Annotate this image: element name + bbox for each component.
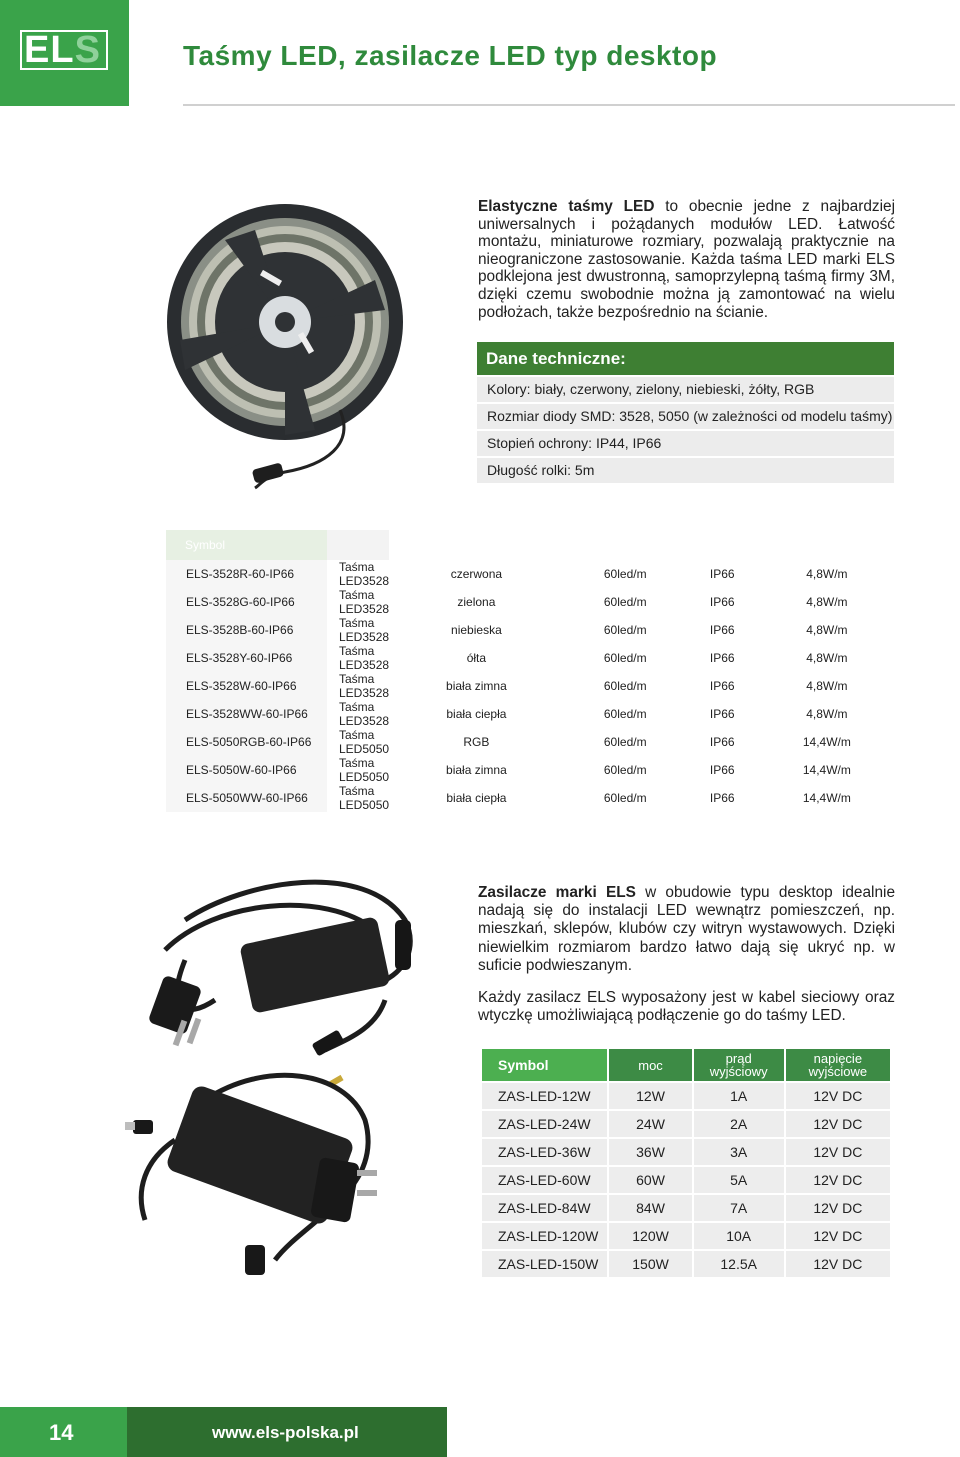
tech-row: Rozmiar diody SMD: 3528, 5050 (w zależności od modelu taśmy) [477, 402, 894, 429]
color-cell: biała zimna [446, 679, 507, 693]
type-cell: Taśma LED3528 [339, 672, 390, 700]
density-cell: 60led/m [603, 791, 647, 805]
symbol-cell: ELS-5050WW-60-IP66 [166, 784, 327, 812]
type-cell: Taśma LED3528 [339, 700, 390, 728]
color-cell: ółta [466, 651, 487, 665]
table-row [166, 672, 896, 700]
voltage-cell: 12V DC [786, 1139, 890, 1165]
table-row [482, 1195, 890, 1221]
color-cell: RGB [463, 735, 490, 749]
symbol-cell: ELS-3528W-60-IP66 [166, 672, 327, 700]
power-cell: 150W [609, 1251, 691, 1277]
table-row [482, 1111, 890, 1137]
psu-paragraph: Każdy zasilacz ELS wyposażony jest w kabel sieciowy oraz wtyczkę umożliwiającą podłączenie go do taśmy LED. [478, 989, 895, 1025]
symbol-cell: ELS-3528G-60-IP66 [166, 588, 327, 616]
color-cell: biała zimna [446, 763, 507, 777]
type-cell: Taśma LED5050 [339, 756, 390, 784]
symbol-header: Symbol [166, 530, 327, 560]
symbol-cell: ELS-3528WW-60-IP66 [166, 700, 327, 728]
current-cell: 2A [694, 1111, 784, 1137]
ip-cell: IP66 [709, 763, 735, 777]
symbol-cell: ELS-3528Y-60-IP66 [166, 644, 327, 672]
symbol-cell: ZAS-LED-84W [482, 1195, 607, 1221]
table-row [166, 700, 896, 728]
symbol-cell: ZAS-LED-120W [482, 1223, 607, 1249]
ip-cell: IP66 [709, 679, 735, 693]
tech-heading: Dane techniczne: [477, 342, 894, 375]
symbol-cell: ZAS-LED-24W [482, 1111, 607, 1137]
voltage-cell: 12V DC [786, 1083, 890, 1109]
power-cell: 12W [609, 1083, 691, 1109]
type-cell: Taśma LED3528 [339, 560, 390, 588]
power-cell: 4,8W/m [806, 679, 848, 693]
table-row [482, 1139, 890, 1165]
power-cell: 4,8W/m [806, 651, 848, 665]
power-cell: 4,8W/m [806, 595, 848, 609]
type-cell: Taśma LED3528 [339, 616, 390, 644]
power-cell: 60W [609, 1167, 691, 1193]
current-cell: 10A [694, 1223, 784, 1249]
table-header-row [482, 1049, 890, 1081]
table-row [166, 560, 896, 588]
logo-text-a: EL [24, 29, 75, 71]
density-cell: 60led/m [603, 595, 647, 609]
density-cell: 60led/m [603, 567, 647, 581]
psu-bold: Zasilacze marki ELS [478, 884, 636, 901]
current-cell: 5A [694, 1167, 784, 1193]
table-row [482, 1083, 890, 1109]
power-cell: 4,8W/m [806, 623, 848, 637]
blank-header [327, 530, 389, 560]
color-cell: zielona [457, 595, 496, 609]
tech-row: Stopień ochrony: IP44, IP66 [477, 429, 894, 456]
tech-data-box [477, 342, 894, 483]
color-cell: biała ciepła [446, 707, 507, 721]
ip-cell: IP66 [709, 567, 735, 581]
tech-row: Długość rolki: 5m [477, 456, 894, 483]
power-supply-image [125, 860, 425, 1280]
intro-paragraph [478, 198, 895, 321]
intro-text: to obecnie jedne z najbardziej uniwersalnych i pożądanych modułów LED. Łatwość montażu, miniaturowe rozmiary, pozwalają praktycznie na nieograniczone zastosowanie. Każda taśma LED marki ELS podklejona jest dwustronną, samoprzylepną taśmą firmy 3M, dzięki czemu swobodnie można ją zamontować na wielu podłożach, także bezpośrednio na ścianie. [478, 198, 895, 321]
website-link[interactable]: www.els-polska.pl [212, 1423, 359, 1442]
density-cell: 60led/m [603, 651, 647, 665]
tech-row: Kolory: biały, czerwony, zielony, niebieski, żółty, RGB [477, 375, 894, 402]
ip-cell: IP66 [709, 595, 735, 609]
symbol-header: Symbol [482, 1049, 607, 1081]
density-cell: 60led/m [603, 679, 647, 693]
psu-paragraph [478, 884, 895, 975]
ip-cell: IP66 [709, 735, 735, 749]
power-supply-table [480, 1047, 892, 1279]
type-cell: Taśma LED5050 [339, 784, 390, 812]
blank-header [564, 530, 687, 560]
symbol-cell: ELS-5050W-60-IP66 [166, 756, 327, 784]
current-cell: 7A [694, 1195, 784, 1221]
ip-cell: IP66 [709, 651, 735, 665]
ip-cell: IP66 [709, 791, 735, 805]
table-header-row [166, 530, 896, 560]
symbol-cell: ELS-3528B-60-IP66 [166, 616, 327, 644]
symbol-cell: ELS-3528R-60-IP66 [166, 560, 327, 588]
symbol-cell: ELS-5050RGB-60-IP66 [166, 728, 327, 756]
table-row [166, 784, 896, 812]
blank-header [687, 530, 758, 560]
current-cell: 1A [694, 1083, 784, 1109]
power-cell: 14,4W/m [802, 735, 851, 749]
voltage-cell: 12V DC [786, 1167, 890, 1193]
power-cell: 14,4W/m [802, 791, 851, 805]
voltage-cell: 12V DC [786, 1195, 890, 1221]
power-cell: 120W [609, 1223, 691, 1249]
symbol-cell: ZAS-LED-12W [482, 1083, 607, 1109]
current-header: prąd wyjściowy [694, 1049, 784, 1081]
intro-bold: Elastyczne taśmy LED [478, 198, 655, 215]
page-title: Taśmy LED, zasilacze LED typ desktop [183, 40, 718, 71]
power-cell: 14,4W/m [802, 763, 851, 777]
density-cell: 60led/m [603, 707, 647, 721]
power-cell: 4,8W/m [806, 567, 848, 581]
title-divider [183, 104, 955, 106]
type-cell: Taśma LED3528 [339, 644, 390, 672]
density-cell: 60led/m [603, 735, 647, 749]
current-cell: 12.5A [694, 1251, 784, 1277]
table-row [482, 1167, 890, 1193]
table-row [166, 588, 896, 616]
power-cell: 84W [609, 1195, 691, 1221]
led-strip-table [166, 530, 896, 812]
ip-cell: IP66 [709, 707, 735, 721]
color-cell: biała ciepła [446, 791, 507, 805]
table-row [166, 756, 896, 784]
blank-header [758, 530, 896, 560]
power-cell: 24W [609, 1111, 691, 1137]
blank-header [389, 530, 564, 560]
symbol-cell: ZAS-LED-60W [482, 1167, 607, 1193]
power-cell: 36W [609, 1139, 691, 1165]
logo-box [0, 0, 129, 106]
type-cell: Taśma LED3528 [339, 588, 390, 616]
table-row [166, 644, 896, 672]
color-cell: czerwona [450, 567, 503, 581]
table-row [166, 728, 896, 756]
table-row [482, 1223, 890, 1249]
led-strip-reel-image [165, 200, 405, 490]
density-cell: 60led/m [603, 623, 647, 637]
ip-cell: IP66 [709, 623, 735, 637]
voltage-cell: 12V DC [786, 1251, 890, 1277]
density-cell: 60led/m [603, 763, 647, 777]
psu-text: w obudowie typu desktop idealnie nadają się do instalacji LED wewnątrz pomieszczeń, np. mieszkań, sklepów, klubów czy witryn wystawowych. Dzięki niewielkim rozmiarom bardzo łatwo dają się ukryć np. w suficie podwieszanym. [478, 884, 895, 974]
table-row [166, 616, 896, 644]
power-header: moc [609, 1049, 691, 1081]
voltage-cell: 12V DC [786, 1111, 890, 1137]
symbol-cell: ZAS-LED-150W [482, 1251, 607, 1277]
symbol-cell: ZAS-LED-36W [482, 1139, 607, 1165]
type-cell: Taśma LED5050 [339, 728, 390, 756]
color-cell: niebieska [451, 623, 502, 637]
voltage-header: napięcie wyjściowe [786, 1049, 890, 1081]
current-cell: 3A [694, 1139, 784, 1165]
page-number: 14 [49, 1420, 74, 1445]
logo-text-b: S [74, 29, 101, 71]
power-cell: 4,8W/m [806, 707, 848, 721]
table-row [482, 1251, 890, 1277]
psu-description [478, 884, 895, 1039]
els-logo [20, 30, 108, 70]
voltage-cell: 12V DC [786, 1223, 890, 1249]
